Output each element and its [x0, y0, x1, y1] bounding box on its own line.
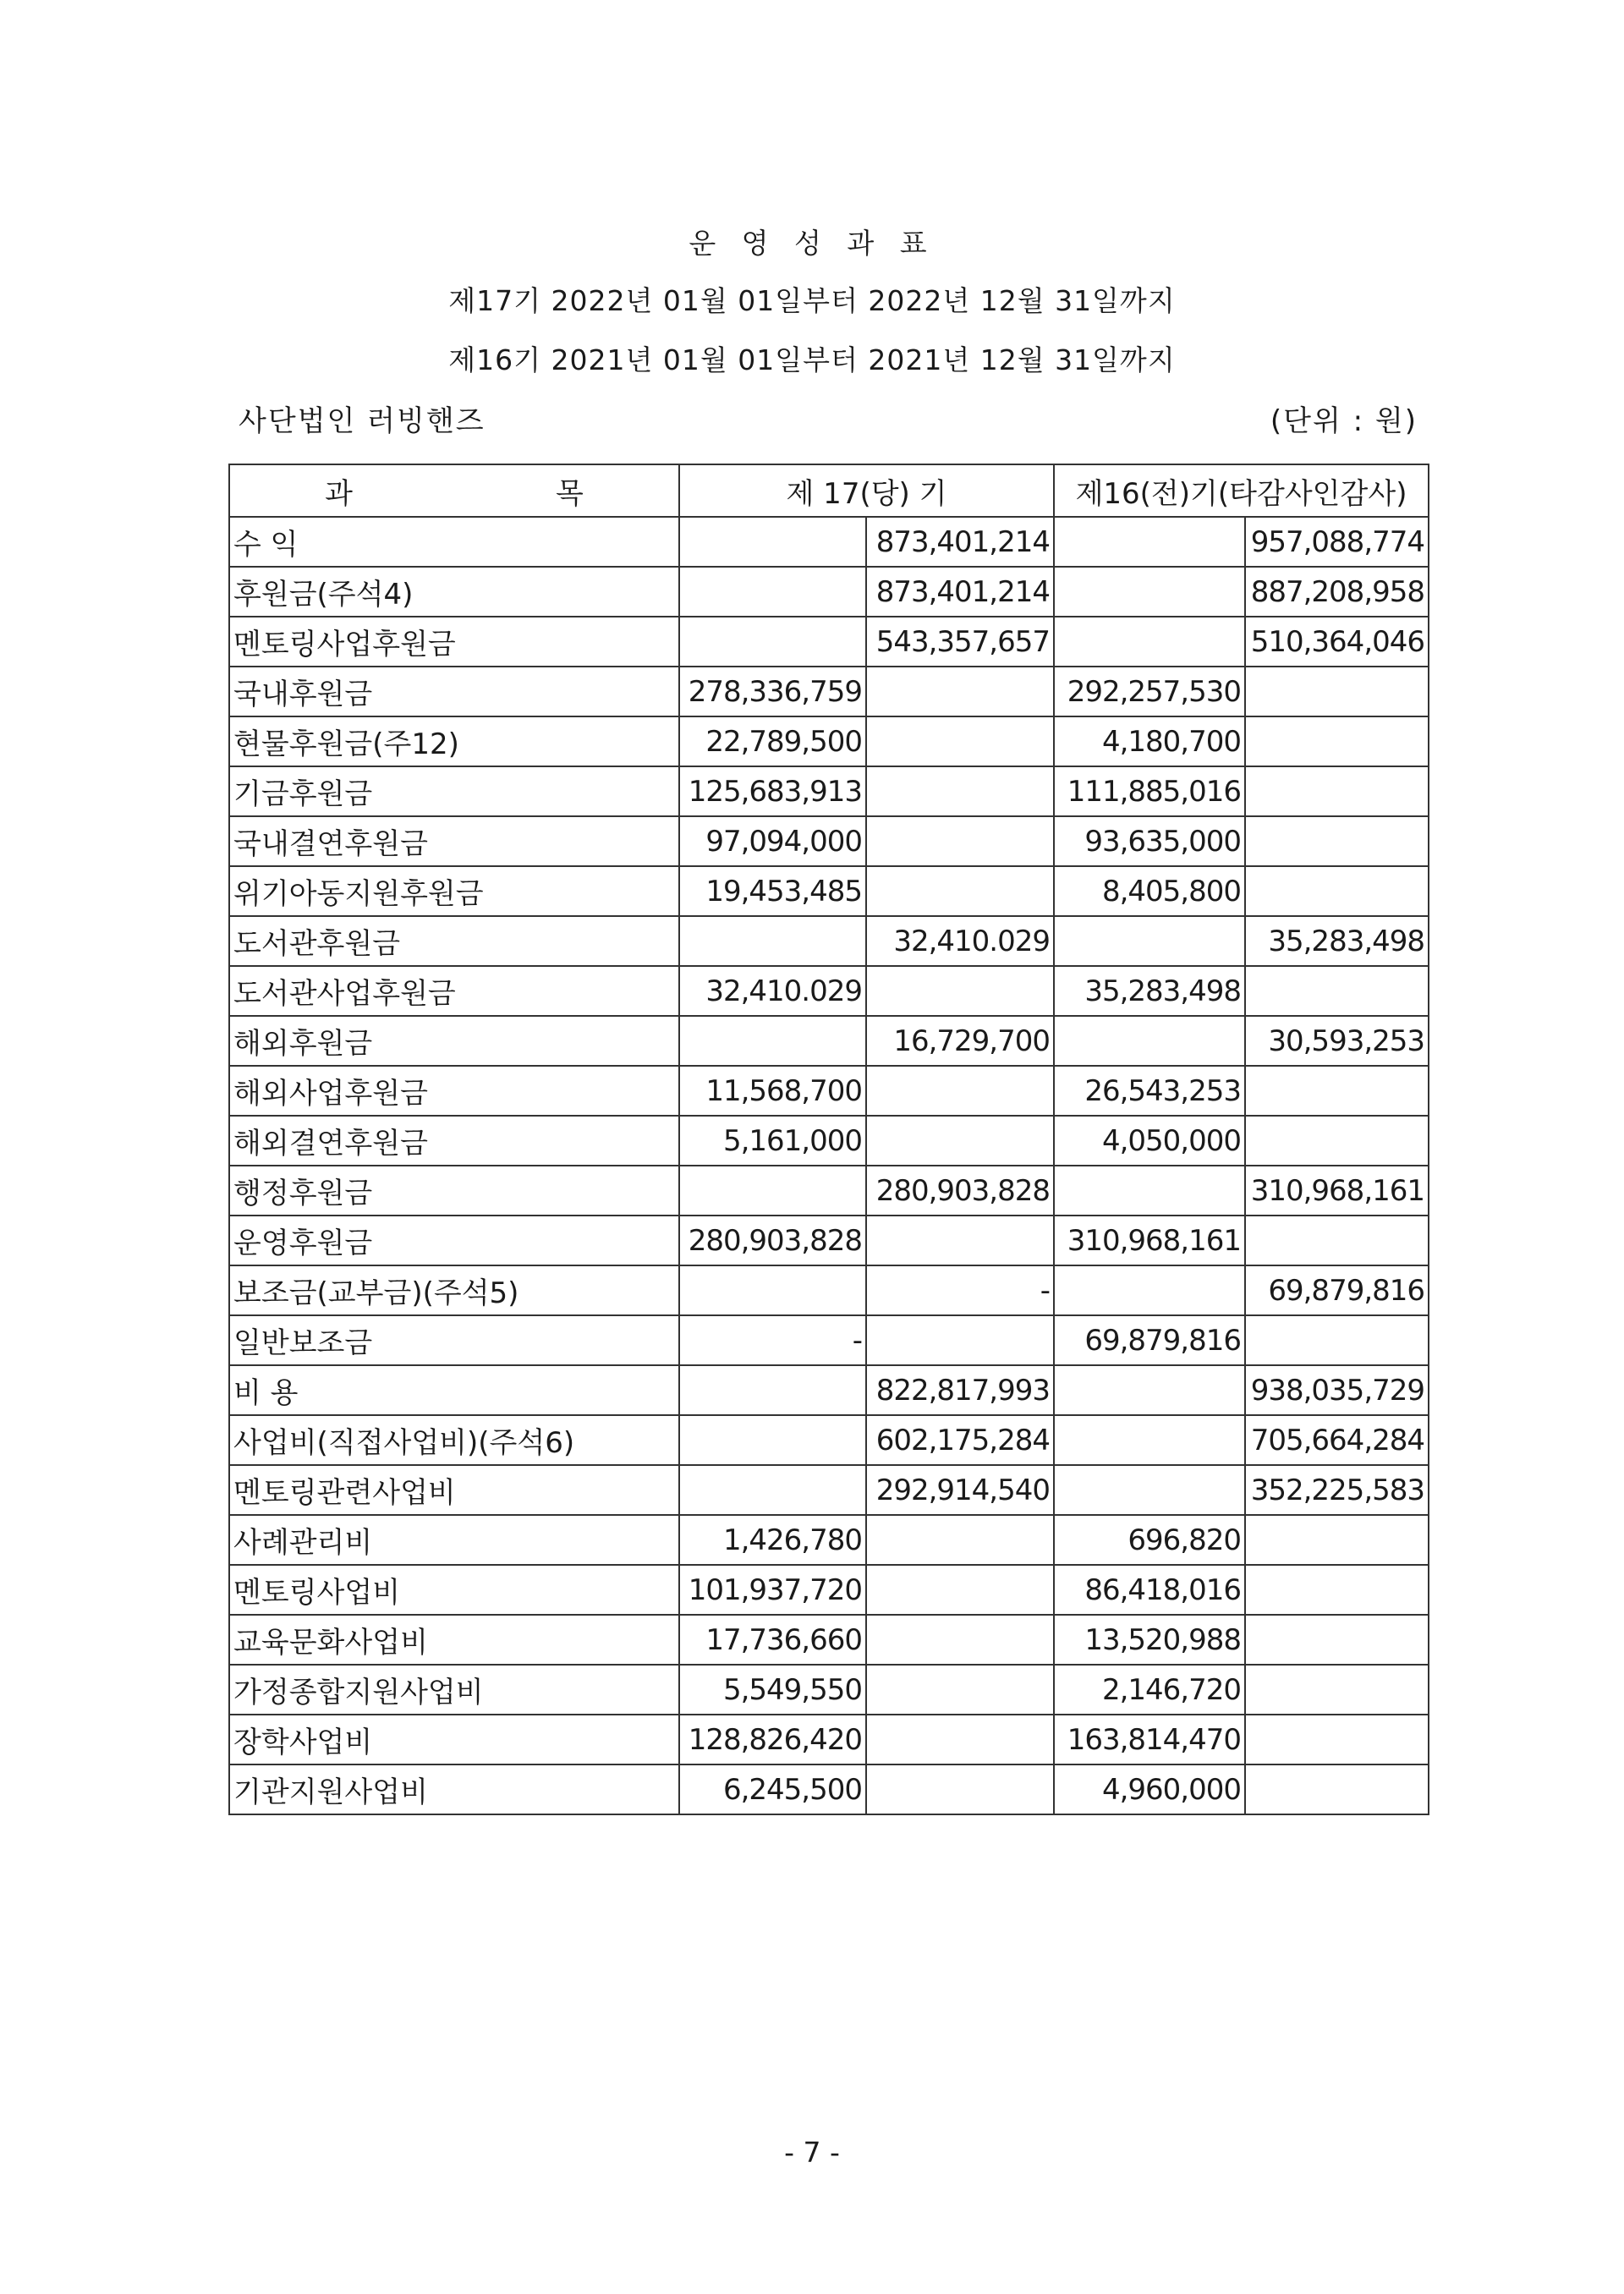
row-subject: 해외후원금	[229, 1016, 679, 1066]
current-detail-amount: 19,453,485	[679, 866, 866, 916]
current-detail-amount	[679, 1365, 866, 1415]
previous-detail-amount: 163,814,470	[1054, 1715, 1245, 1764]
row-subject: 기금후원금	[229, 766, 679, 816]
previous-detail-amount: 8,405,800	[1054, 866, 1245, 916]
table-row	[229, 916, 1429, 966]
table-row	[229, 1216, 1429, 1265]
previous-total-amount: 69,879,816	[1245, 1265, 1429, 1315]
table-row	[229, 1016, 1429, 1066]
row-subject: 멘토링관련사업비	[229, 1465, 679, 1515]
current-detail-amount: 17,736,660	[679, 1615, 866, 1665]
table-row	[229, 1066, 1429, 1116]
table-row	[229, 1415, 1429, 1465]
previous-detail-amount	[1054, 1365, 1245, 1415]
row-subject: 교육문화사업비	[229, 1615, 679, 1665]
current-detail-amount: 278,336,759	[679, 667, 866, 716]
table-row	[229, 517, 1429, 567]
table-row	[229, 1116, 1429, 1166]
table-row	[229, 766, 1429, 816]
previous-detail-amount: 69,879,816	[1054, 1315, 1245, 1365]
table-row	[229, 716, 1429, 766]
previous-detail-amount: 111,885,016	[1054, 766, 1245, 816]
row-subject: 비 용	[229, 1365, 679, 1415]
table-row	[229, 866, 1429, 916]
current-total-amount: 16,729,700	[866, 1016, 1054, 1066]
previous-detail-amount	[1054, 1016, 1245, 1066]
current-total-amount: 280,903,828	[866, 1166, 1054, 1216]
current-total-amount	[866, 866, 1054, 916]
table-row	[229, 1166, 1429, 1216]
previous-total-amount	[1245, 966, 1429, 1016]
table-body	[229, 517, 1429, 1814]
previous-detail-amount	[1054, 617, 1245, 667]
current-detail-amount: -	[679, 1315, 866, 1365]
previous-detail-amount: 4,050,000	[1054, 1116, 1245, 1166]
period-previous: 제16기 2021년 01월 01일부터 2021년 12월 31일까지	[448, 343, 1176, 376]
row-subject: 도서관후원금	[229, 916, 679, 966]
current-detail-amount: 128,826,420	[679, 1715, 866, 1764]
previous-total-amount	[1245, 1515, 1429, 1565]
current-total-amount: 822,817,993	[866, 1365, 1054, 1415]
row-subject: 행정후원금	[229, 1166, 679, 1216]
previous-detail-amount	[1054, 567, 1245, 617]
table-row	[229, 567, 1429, 617]
current-total-amount	[866, 1715, 1054, 1764]
row-subject: 운영후원금	[229, 1216, 679, 1265]
page-number: - 7 -	[784, 2136, 840, 2169]
previous-total-amount	[1245, 1066, 1429, 1116]
row-subject: 기관지원사업비	[229, 1764, 679, 1814]
current-total-amount	[866, 1315, 1054, 1365]
previous-detail-amount: 310,968,161	[1054, 1216, 1245, 1265]
table-row	[229, 1665, 1429, 1715]
previous-total-amount	[1245, 667, 1429, 716]
table-row	[229, 966, 1429, 1016]
previous-total-amount: 705,664,284	[1245, 1415, 1429, 1465]
table-header-row	[229, 464, 1429, 517]
previous-detail-amount: 4,180,700	[1054, 716, 1245, 766]
previous-detail-amount: 696,820	[1054, 1515, 1245, 1565]
current-total-amount: -	[866, 1265, 1054, 1315]
current-detail-amount: 1,426,780	[679, 1515, 866, 1565]
row-subject: 국내결연후원금	[229, 816, 679, 866]
statement-title: 운 영 성 과 표	[689, 227, 935, 260]
row-subject: 멘토링사업비	[229, 1565, 679, 1615]
current-total-amount	[866, 1615, 1054, 1665]
current-total-amount	[866, 1116, 1054, 1166]
organization-name: 사단법인 러빙핸즈	[239, 404, 486, 438]
previous-total-amount	[1245, 766, 1429, 816]
previous-detail-amount	[1054, 1265, 1245, 1315]
current-total-amount: 543,357,657	[866, 617, 1054, 667]
current-total-amount: 602,175,284	[866, 1415, 1054, 1465]
current-detail-amount: 101,937,720	[679, 1565, 866, 1615]
previous-detail-amount	[1054, 916, 1245, 966]
previous-total-amount	[1245, 1116, 1429, 1166]
row-subject: 현물후원금(주12)	[229, 716, 679, 766]
current-detail-amount: 6,245,500	[679, 1764, 866, 1814]
previous-detail-amount: 4,960,000	[1054, 1764, 1245, 1814]
previous-total-amount	[1245, 1315, 1429, 1365]
current-detail-amount	[679, 1265, 866, 1315]
previous-total-amount	[1245, 1216, 1429, 1265]
current-detail-amount: 280,903,828	[679, 1216, 866, 1265]
row-subject: 도서관사업후원금	[229, 966, 679, 1016]
current-total-amount	[866, 1216, 1054, 1265]
current-total-amount	[866, 966, 1054, 1016]
current-total-amount	[866, 1665, 1054, 1715]
table-row	[229, 1465, 1429, 1515]
previous-total-amount	[1245, 1665, 1429, 1715]
previous-total-amount	[1245, 1764, 1429, 1814]
row-subject: 멘토링사업후원금	[229, 617, 679, 667]
header-subject: 과 목	[229, 464, 679, 517]
previous-total-amount	[1245, 866, 1429, 916]
previous-total-amount	[1245, 1715, 1429, 1764]
current-detail-amount: 32,410.029	[679, 966, 866, 1016]
current-total-amount: 32,410.029	[866, 916, 1054, 966]
current-total-amount	[866, 1764, 1054, 1814]
row-subject: 후원금(주석4)	[229, 567, 679, 617]
current-total-amount: 873,401,214	[866, 517, 1054, 567]
row-subject: 사업비(직접사업비)(주석6)	[229, 1415, 679, 1465]
current-detail-amount: 125,683,913	[679, 766, 866, 816]
previous-total-amount: 510,364,046	[1245, 617, 1429, 667]
current-detail-amount	[679, 1415, 866, 1465]
header-previous-period: 제16(전)기(타감사인감사)	[1054, 464, 1429, 517]
previous-total-amount	[1245, 716, 1429, 766]
table-row	[229, 1265, 1429, 1315]
current-detail-amount	[679, 1465, 866, 1515]
table-row	[229, 1615, 1429, 1665]
table-row	[229, 1515, 1429, 1565]
previous-total-amount: 35,283,498	[1245, 916, 1429, 966]
table-row	[229, 1764, 1429, 1814]
previous-detail-amount: 93,635,000	[1054, 816, 1245, 866]
current-detail-amount	[679, 1166, 866, 1216]
current-total-amount	[866, 1515, 1054, 1565]
row-subject: 위기아동지원후원금	[229, 866, 679, 916]
current-detail-amount	[679, 1016, 866, 1066]
current-detail-amount: 5,161,000	[679, 1116, 866, 1166]
previous-detail-amount: 292,257,530	[1054, 667, 1245, 716]
current-detail-amount	[679, 567, 866, 617]
row-subject: 장학사업비	[229, 1715, 679, 1764]
previous-detail-amount: 2,146,720	[1054, 1665, 1245, 1715]
table-row	[229, 1365, 1429, 1415]
current-detail-amount: 22,789,500	[679, 716, 866, 766]
table-row	[229, 816, 1429, 866]
previous-detail-amount	[1054, 517, 1245, 567]
table-row	[229, 617, 1429, 667]
current-detail-amount	[679, 617, 866, 667]
row-subject: 해외사업후원금	[229, 1066, 679, 1116]
previous-total-amount: 30,593,253	[1245, 1016, 1429, 1066]
current-total-amount	[866, 1565, 1054, 1615]
table-row	[229, 1315, 1429, 1365]
current-detail-amount: 97,094,000	[679, 816, 866, 866]
current-total-amount	[866, 667, 1054, 716]
current-total-amount	[866, 766, 1054, 816]
current-detail-amount	[679, 916, 866, 966]
unit-label: (단위 : 원)	[1270, 404, 1418, 438]
row-subject: 국내후원금	[229, 667, 679, 716]
current-detail-amount: 11,568,700	[679, 1066, 866, 1116]
previous-detail-amount: 26,543,253	[1054, 1066, 1245, 1116]
current-total-amount: 292,914,540	[866, 1465, 1054, 1515]
previous-detail-amount	[1054, 1166, 1245, 1216]
current-detail-amount: 5,549,550	[679, 1665, 866, 1715]
previous-total-amount	[1245, 1615, 1429, 1665]
previous-total-amount: 352,225,583	[1245, 1465, 1429, 1515]
previous-total-amount: 957,088,774	[1245, 517, 1429, 567]
previous-total-amount: 310,968,161	[1245, 1166, 1429, 1216]
row-subject: 일반보조금	[229, 1315, 679, 1365]
previous-detail-amount: 86,418,016	[1054, 1565, 1245, 1615]
table-row	[229, 1565, 1429, 1615]
table-row	[229, 1715, 1429, 1764]
row-subject: 보조금(교부금)(주석5)	[229, 1265, 679, 1315]
row-subject: 해외결연후원금	[229, 1116, 679, 1166]
row-subject: 사례관리비	[229, 1515, 679, 1565]
current-total-amount	[866, 816, 1054, 866]
previous-total-amount	[1245, 816, 1429, 866]
operating-results-table	[228, 464, 1429, 1815]
row-subject: 수 익	[229, 517, 679, 567]
previous-detail-amount: 35,283,498	[1054, 966, 1245, 1016]
period-current: 제17기 2022년 01월 01일부터 2022년 12월 31일까지	[448, 284, 1176, 317]
previous-detail-amount	[1054, 1465, 1245, 1515]
previous-detail-amount: 13,520,988	[1054, 1615, 1245, 1665]
previous-total-amount: 938,035,729	[1245, 1365, 1429, 1415]
header-current-period: 제 17(당) 기	[679, 464, 1054, 517]
table-row	[229, 667, 1429, 716]
current-total-amount	[866, 716, 1054, 766]
current-total-amount	[866, 1066, 1054, 1116]
previous-total-amount: 887,208,958	[1245, 567, 1429, 617]
current-total-amount: 873,401,214	[866, 567, 1054, 617]
previous-total-amount	[1245, 1565, 1429, 1615]
previous-detail-amount	[1054, 1415, 1245, 1465]
row-subject: 가정종합지원사업비	[229, 1665, 679, 1715]
current-detail-amount	[679, 517, 866, 567]
